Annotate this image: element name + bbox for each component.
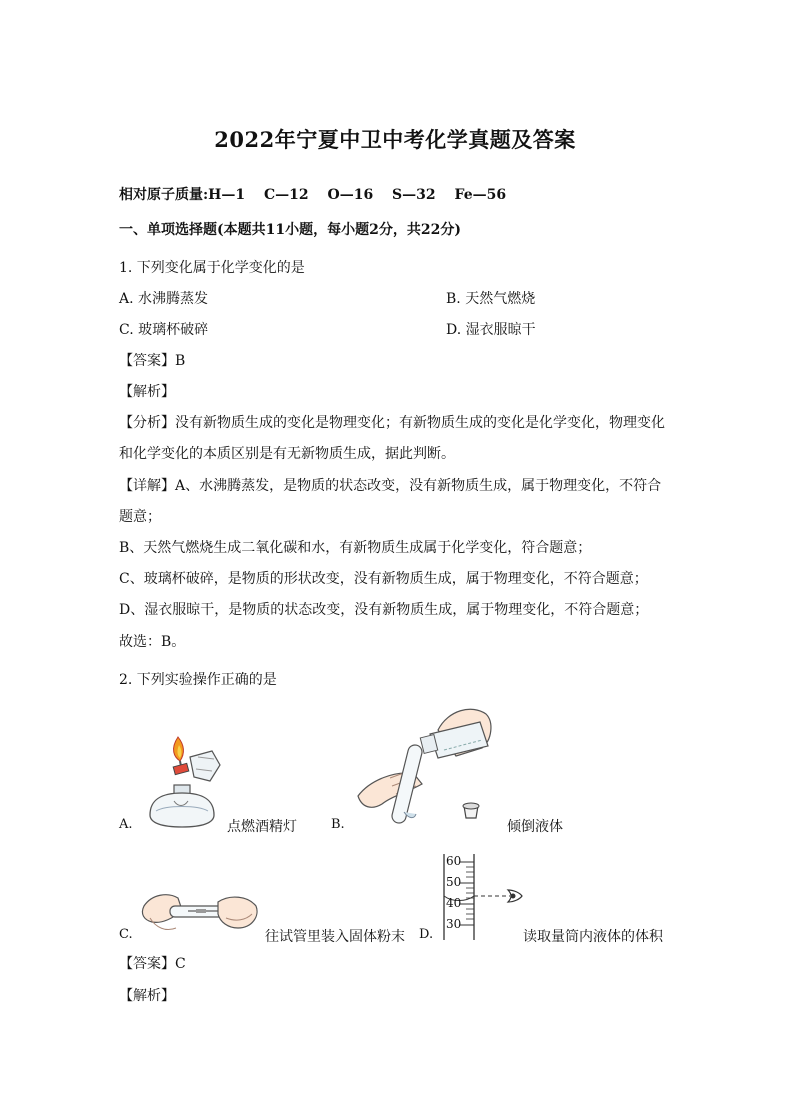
- q1-option-b: B. 天然气燃烧: [446, 291, 536, 307]
- q2-option-d-caption: 读取量筒内液体的体积: [523, 929, 663, 945]
- q2-answer: 【答案】C: [119, 956, 186, 972]
- section-heading: 一、单项选择题(本题共11小题，每小题2分，共22分): [119, 222, 461, 238]
- q2-stem: 2. 下列实验操作正确的是: [119, 672, 277, 688]
- q1-option-d: D. 湿衣服晾干: [446, 322, 536, 338]
- q1-option-a: A. 水沸腾蒸发: [119, 291, 209, 307]
- q2-analysis-label: 【解析】: [119, 988, 175, 1004]
- pouring-liquid-icon: [352, 700, 502, 835]
- q1-analysis-label: 【解析】: [119, 384, 175, 400]
- q2-option-c-caption: 往试管里装入固体粉末: [265, 929, 405, 945]
- q1-analysis-line: 题意；: [119, 509, 161, 525]
- q1-analysis-line: D、湿衣服晾干，是物质的状态改变，没有新物质生成，属于物理变化，不符合题意；: [119, 602, 649, 618]
- q2-option-d-letter: D.: [419, 927, 434, 942]
- q2-option-b-caption: 倾倒液体: [507, 819, 563, 835]
- page-title: 2022年宁夏中卫中考化学真题及答案: [214, 127, 576, 152]
- q1-answer: 【答案】B: [119, 353, 186, 369]
- atomic-mass-line: 相对原子质量:H—1 C—12 O—16 S—32 Fe—56: [119, 187, 507, 203]
- q1-stem: 1. 下列变化属于化学变化的是: [119, 260, 305, 276]
- cylinder-tick-label: 30: [446, 917, 462, 931]
- q1-analysis-line: 【详解】A、水沸腾蒸发，是物质的状态改变，没有新物质生成，属于物理变化，不符合: [119, 478, 662, 494]
- q2-option-c-letter: C.: [119, 927, 133, 942]
- q2-option-a-caption: 点燃酒精灯: [227, 819, 297, 835]
- q1-analysis-line: 和化学变化的本质区别是有无新物质生成，据此判断。: [119, 446, 455, 462]
- q1-analysis-line: 【分析】没有新物质生成的变化是物理变化；有新物质生成的变化是化学变化，物理变化: [119, 415, 665, 431]
- q1-analysis-line: 故选：B。: [119, 634, 186, 650]
- q1-analysis-line: B、天然气燃烧生成二氧化碳和水，有新物质生成属于化学变化，符合题意；: [119, 540, 592, 556]
- test-tube-powder-icon: [140, 888, 260, 940]
- alcohol-lamp-icon: [140, 735, 230, 831]
- cylinder-tick-label: 50: [446, 875, 462, 889]
- q1-analysis-line: C、玻璃杯破碎，是物质的形状改变，没有新物质生成，属于物理变化，不符合题意；: [119, 571, 648, 587]
- q1-option-c: C. 玻璃杯破碎: [119, 322, 209, 338]
- cylinder-tick-label: 60: [446, 854, 462, 868]
- cylinder-tick-label: 40: [446, 896, 462, 910]
- q2-option-a-letter: A.: [119, 817, 133, 832]
- q2-option-b-letter: B.: [331, 817, 345, 832]
